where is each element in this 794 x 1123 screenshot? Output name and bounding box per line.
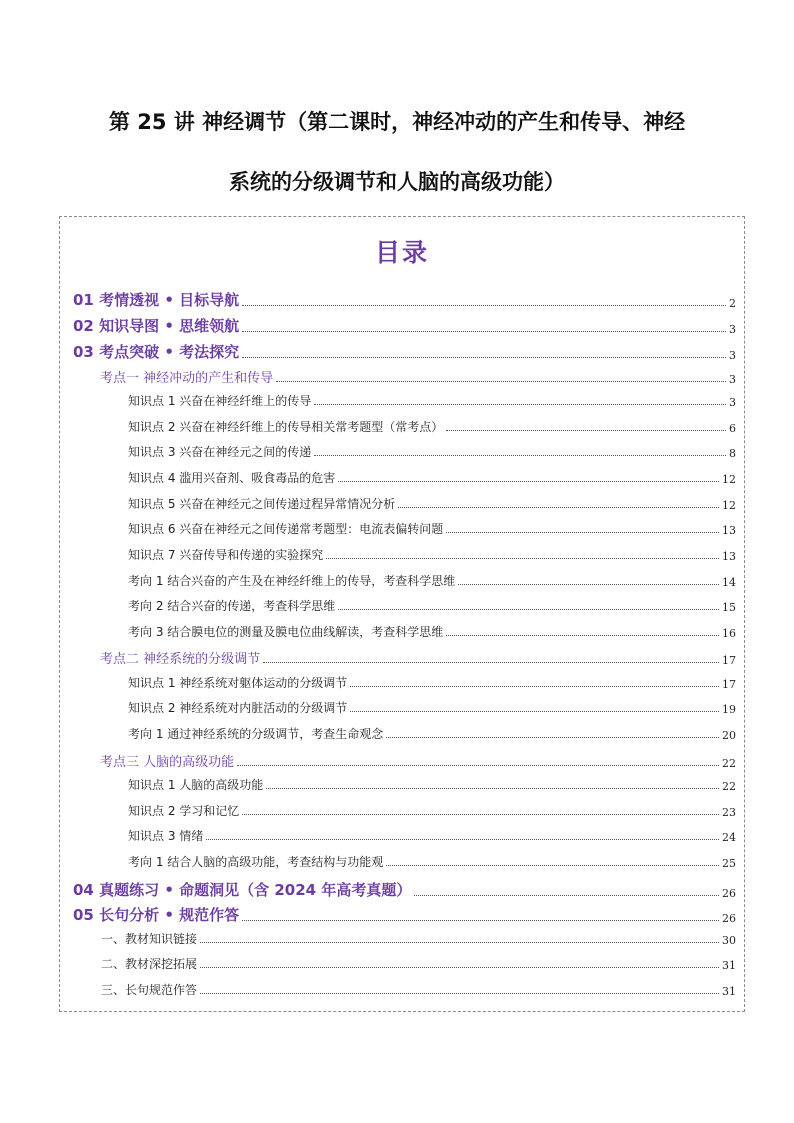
dot-leader [386,736,719,738]
toc-entry-page-number: 12 [722,499,736,512]
toc-entry-page-number: 13 [722,524,736,537]
toc-entry-page-number: 17 [722,654,736,667]
toc-entry[interactable] [60,751,744,770]
toc-entry-page-number: 12 [722,473,736,486]
toc-entry-page-number: 26 [722,887,736,900]
toc-entry-label: 知识点 1 神经系统对躯体运动的分级调节 [128,676,348,690]
toc-entry[interactable] [60,699,744,716]
toc-entry[interactable] [60,469,744,486]
toc-entry-page-number: 14 [722,576,736,589]
toc-entry-label: 考向 1 通过神经系统的分级调节，考查生命观念 [128,727,384,741]
toc-entry-label: 二、教材深挖拓展 [101,957,198,971]
toc-entry[interactable] [60,341,744,362]
toc-entry-label: 考点二 神经系统的分级调节 [100,652,261,667]
toc-entry-label: 一、教材知识链接 [101,932,198,946]
dot-leader [446,429,726,431]
toc-entry-label: 知识点 7 兴奋传导和传递的实验探究 [128,548,324,562]
toc-entry-page-number: 30 [722,934,736,947]
toc-entry[interactable] [60,572,744,589]
dot-leader [200,941,719,943]
toc-entry-page-number: 31 [722,959,736,972]
dot-leader [242,304,726,306]
toc-entry[interactable] [60,981,744,998]
document-title-line-2: 系统的分级调节和人脑的高级功能） [229,170,565,194]
dot-leader [458,583,719,585]
toc-entry-page-number: 13 [722,550,736,563]
dot-leader [398,506,719,508]
toc-entry-label: 考向 1 结合人脑的高级功能，考查结构与功能观 [128,855,384,869]
toc-entry-page-number: 16 [722,627,736,640]
toc-entry-page-number: 25 [722,857,736,870]
toc-entry[interactable] [60,289,744,310]
dot-leader [200,992,719,994]
toc-entry-label: 知识点 1 兴奋在神经纤维上的传导 [128,394,312,408]
toc-entry-page-number: 6 [729,422,736,435]
toc-entry[interactable] [60,623,744,640]
dot-leader [242,919,719,921]
toc-entry-label: 考向 2 结合兴奋的传递，考查科学思维 [128,599,336,613]
toc-entry-label: 03 考点突破 • 考法探究 [73,343,240,361]
toc-entry[interactable] [60,879,744,900]
dot-leader [326,557,719,559]
toc-entry[interactable] [60,520,744,537]
toc-entry[interactable] [60,674,744,691]
dot-leader [242,813,719,815]
toc-entry[interactable] [60,648,744,667]
toc-entry-page-number: 15 [722,601,736,614]
dot-leader [242,356,726,358]
toc-entry-label: 考向 1 结合兴奋的产生及在神经纤维上的传导，考查科学思维 [128,574,456,588]
toc-entry[interactable] [60,930,744,947]
toc-entry-page-number: 3 [729,323,736,336]
toc-entry-page-number: 2 [729,297,736,310]
toc-entry[interactable] [60,725,744,742]
toc-entry-label: 01 考情透视 • 目标导航 [73,291,240,309]
dot-leader [338,480,719,482]
toc-entry-page-number: 3 [729,373,736,386]
dot-leader [446,531,719,533]
dot-leader [237,764,719,766]
toc-entry[interactable] [60,827,744,844]
toc-entry-page-number: 24 [722,831,736,844]
toc-entry-page-number: 31 [722,985,736,998]
toc-entry-page-number: 23 [722,806,736,819]
toc-entry-label: 知识点 3 情绪 [128,829,204,843]
dot-leader [314,403,726,405]
dot-leader [242,330,726,332]
dot-leader [350,685,719,687]
toc-entry-page-number: 20 [722,729,736,742]
toc-entry-label: 02 知识导图 • 思维领航 [73,317,240,335]
toc-entry-page-number: 3 [729,349,736,362]
dot-leader [276,380,726,382]
dot-leader [338,608,719,610]
toc-entry-label: 知识点 3 兴奋在神经元之间的传递 [128,445,312,459]
toc-entry-page-number: 26 [722,912,736,925]
toc-entry-label: 知识点 2 学习和记忆 [128,804,240,818]
table-of-contents [59,216,745,1012]
toc-entry-label: 知识点 2 神经系统对内脏活动的分级调节 [128,701,348,715]
dot-leader [206,838,719,840]
toc-entry-label: 知识点 2 兴奋在神经纤维上的传导相关常考题型（常考点） [128,420,444,434]
dot-leader [386,864,719,866]
dot-leader [414,894,719,896]
toc-entry-label: 考点三 人脑的高级功能 [100,755,235,770]
dot-leader [350,710,719,712]
toc-entry-page-number: 17 [722,678,736,691]
toc-entry-page-number: 22 [722,780,736,793]
toc-entry-label: 04 真题练习 • 命题洞见（含 2024 年高考真题） [73,881,412,899]
toc-entry[interactable] [60,495,744,512]
toc-entry[interactable] [60,546,744,563]
dot-leader [266,787,719,789]
toc-entry-label: 三、长句规范作答 [101,983,198,997]
document-title-line-1: 第 25 讲 神经调节（第二课时，神经冲动的产生和传导、神经 [108,110,686,134]
toc-entry[interactable] [60,802,744,819]
toc-entry-label: 知识点 4 滥用兴奋剂、吸食毒品的危害 [128,471,336,485]
toc-entry-page-number: 19 [722,703,736,716]
toc-entry[interactable] [60,443,744,460]
toc-entry-label: 考点一 神经冲动的产生和传导 [100,371,274,386]
toc-heading: 目录 [374,238,429,267]
toc-entry-page-number: 8 [729,447,736,460]
toc-entry[interactable] [60,418,744,435]
toc-entry[interactable] [60,315,744,336]
dot-leader [200,966,719,968]
toc-entry[interactable] [60,392,744,409]
toc-entry-label: 知识点 5 兴奋在神经元之间传递过程异常情况分析 [128,497,396,511]
toc-entry-page-number: 22 [722,757,736,770]
toc-entry[interactable] [60,955,744,972]
toc-entry-label: 05 长句分析 • 规范作答 [73,906,240,924]
toc-entry-page-number: 3 [729,396,736,409]
toc-entry[interactable] [60,597,744,614]
toc-entry[interactable] [60,853,744,870]
toc-entry-label: 知识点 1 人脑的高级功能 [128,778,264,792]
toc-entry[interactable] [60,776,744,793]
dot-leader [446,634,719,636]
toc-entry[interactable] [60,367,744,386]
toc-entry-label: 知识点 6 兴奋在神经元之间传递常考题型：电流表偏转问题 [128,522,444,536]
dot-leader [314,454,726,456]
toc-entry[interactable] [60,904,744,925]
toc-entry-label: 考向 3 结合膜电位的测量及膜电位曲线解读，考查科学思维 [128,625,444,639]
dot-leader [263,661,719,663]
